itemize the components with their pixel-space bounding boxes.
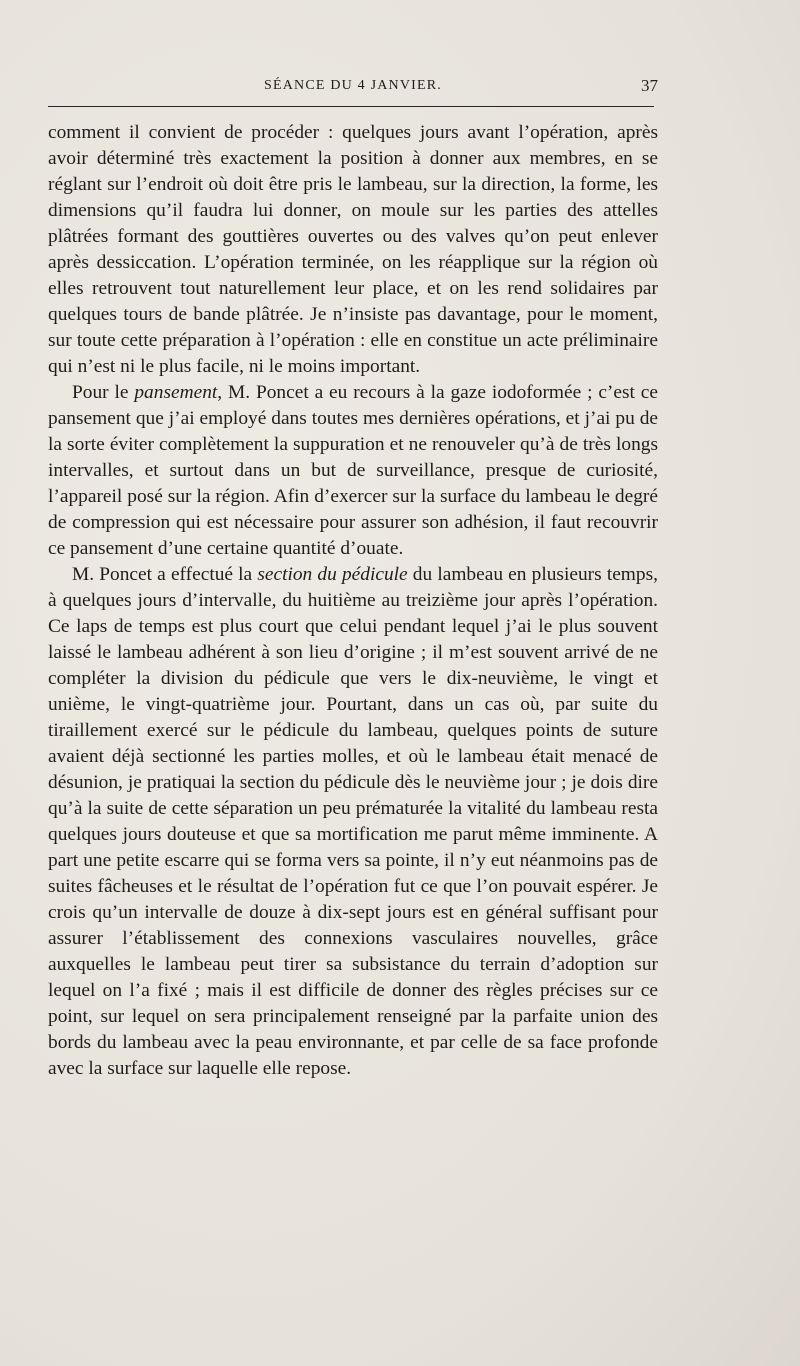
paragraph-2-rest: , M. Poncet a eu recours à la gaze iodoformée ; c’est ce pansement que j’ai employé dans toutes mes dernières opérations, et j’ai pu de la sorte éviter complètement la suppuration et ne renouveler qu’à de très longs intervalles, et surtout dans un but de surveillance, presque de curiosité, l’appareil posé sur la région. Afin d’exercer sur la surface du lambeau le degré de compression qui est nécessaire pour assurer son adhésion, il faut recouvrir ce pansement d’une certaine quantité d’ouate. [48, 382, 658, 559]
paragraph-2-start: Pour le [72, 382, 135, 403]
running-head [48, 76, 658, 98]
paragraph-3-rest: du lambeau en plusieurs temps, à quelques jours d’intervalle, du huitième au treizième jour après l’opération. Ce laps de temps est plus court que celui pendant lequel j’ai le plus souvent laissé le lambeau adhérent à son lieu d’origine ; il m’est souvent arrivé de ne compléter la division du pédicule que vers le dix-neuvième, le vingt et unième, le vingt-quatrième jour. Pourtant, dans un cas où, par suite du tiraillement exercé sur le pédicule du lambeau, quelques points de suture avaient déjà sectionné les parties molles, et où le lambeau était menacé de désunion, je pratiquai la section du pédicule dès le neuvième jour ; je dois dire qu’à la suite de cette séparation un peu prématurée la vitalité du lambeau resta quelques jours douteuse et que sa mortification me parut même imminente. A part une petite escarre qui se forma vers sa pointe, il n’y eut néanmoins pas de suites fâcheuses et le résultat de l’opération fut ce que l’on pouvait espérer. Je crois qu’un intervalle de douze à dix-sept jours est en général suffisant pour assurer l’établissement des connexions vasculaires nouvelles, grâce auxquelles le lambeau peut tirer sa subsistance du terrain d’adoption sur lequel on l’a fixé ; mais il est difficile de donner des règles précises sur ce point, sur lequel on sera principalement renseigné par la parfaite union des bords du lambeau avec la peau environnante, et par celle de sa face profonde avec la surface sur laquelle elle repose. [48, 564, 658, 1079]
header-rule [48, 106, 654, 107]
paragraph-3-start: M. Poncet a effectué la [72, 564, 258, 585]
running-title: SÉANCE DU 4 JANVIER. [264, 78, 442, 93]
paragraph-1: comment il convient de procéder : quelques jours avant l’opération, après avoir déterminé très exactement la position à donner aux membres, en se réglant sur l’endroit où doit être pris le lambeau, sur la direction, la forme, les dimensions qu’il faudra lui donner, on moule sur les parties des attelles plâtrées formant des gouttières ouvertes ou des valves qu’on peut enlever après dessiccation. L’opération terminée, on les réapplique sur la région où elles retrouvent tout naturellement leur place, et on les rend solidaires par quelques tours de bande plâtrée. Je n’insiste pas davantage, pour le moment, sur toute cette préparation à l’opération : elle en constitue un acte préliminaire qui n’est ni le plus facile, ni le moins important. [48, 122, 658, 377]
paragraph-3-emphasis: section du pédicule [257, 564, 408, 585]
paragraph-2 [48, 380, 658, 562]
page-number: 37 [641, 76, 658, 95]
paragraph-3 [48, 562, 658, 1082]
body-text [48, 120, 658, 1082]
paragraph-2-emphasis: pansement [134, 382, 218, 403]
